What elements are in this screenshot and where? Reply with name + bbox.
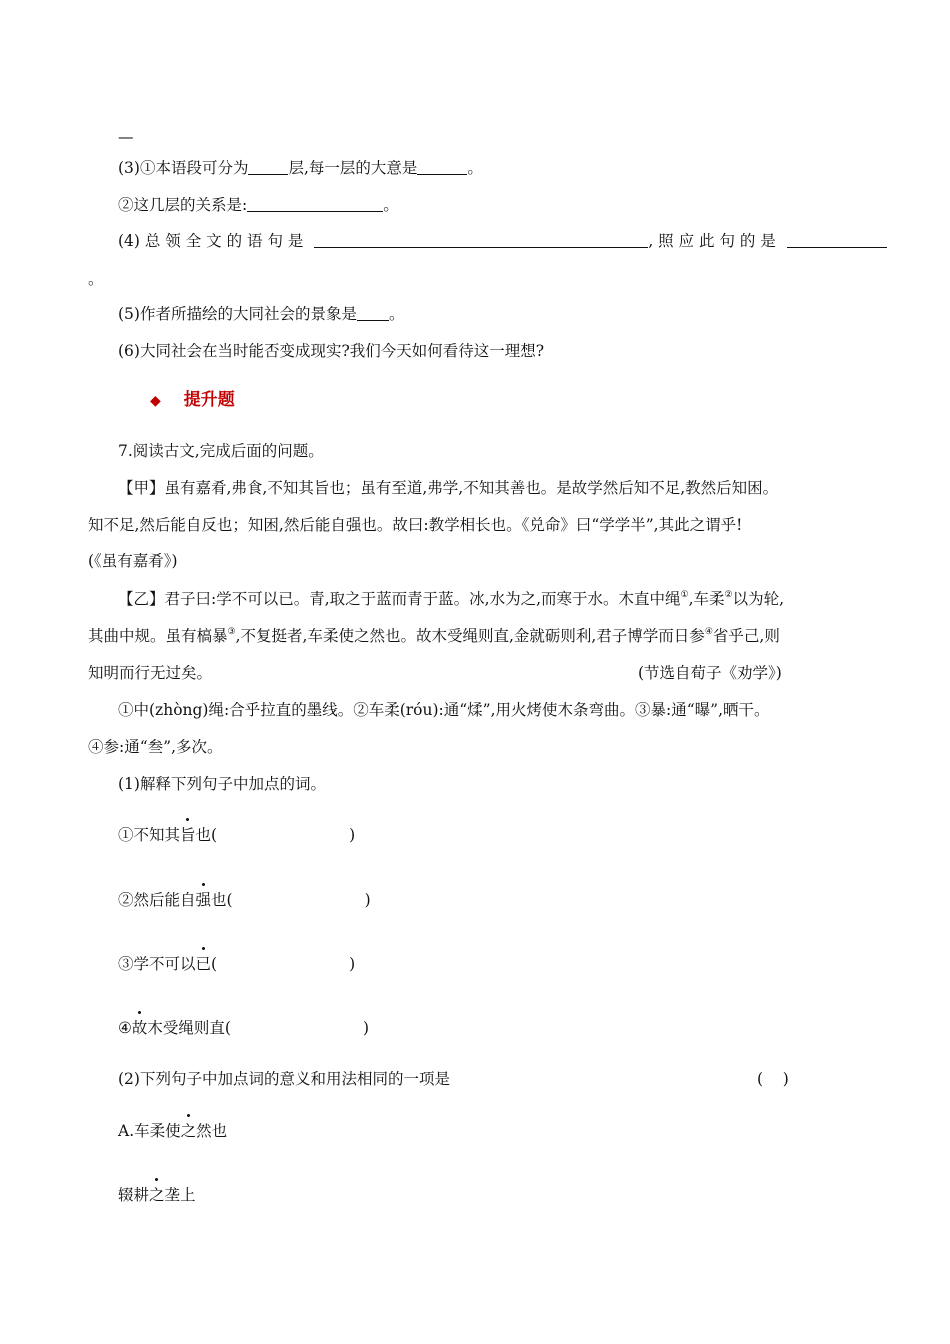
question-text: (5)作者所描绘的大同社会的景象是 (118, 305, 357, 323)
passage-text: ,不复挺者,车柔使之然也。故木受绳则直,金就砺则利,君子博学而日参 (235, 627, 705, 645)
sub-question-1-item-4 (118, 1017, 369, 1039)
footnote-marker: ② (724, 590, 733, 600)
item-text: 木受绳则直( (147, 1019, 231, 1037)
passage-yi-line-1 (118, 588, 784, 610)
question-text: (3)①本语段可分为 (118, 159, 249, 177)
option-text: 然也 (196, 1122, 228, 1140)
question-3-part-2 (118, 194, 399, 216)
notes-line-1: ①中(zhòng)绳:合乎拉直的墨线。②车柔(róu):通“煣”,用火烤使木条弯曲。③暴:通“曝”,晒干。 (118, 701, 770, 719)
item-text: ) (362, 1019, 370, 1037)
sub-question-1-item-2 (118, 889, 371, 911)
dotted-word: 故 (131, 1019, 148, 1037)
answer-bracket[interactable]: ( ) (757, 1070, 789, 1088)
option-text: 垄上 (164, 1186, 196, 1204)
answer-blank[interactable] (787, 231, 887, 248)
option-a-second-line (118, 1184, 196, 1206)
passage-text: ,车柔 (688, 590, 725, 608)
passage-yi-line-2 (88, 625, 780, 647)
top-dash: — (118, 128, 134, 146)
question-5 (118, 303, 404, 325)
footnote-marker: ① (680, 590, 689, 600)
answer-blank[interactable] (417, 158, 467, 175)
item-text: ) (349, 955, 356, 973)
option-text: 辍耕 (118, 1186, 150, 1204)
answer-blank[interactable] (247, 195, 383, 212)
passage-jia-line-1: 【甲】虽有嘉肴,弗食,不知其旨也；虽有至道,弗学,不知其善也。是故学然后知不足,教然后知困。 (118, 479, 779, 497)
dotted-word: 之 (149, 1186, 165, 1204)
section-heading (150, 389, 235, 412)
passage-jia-line-2: 知不足,然后能自反也；知困,然后能自强也。故曰:教学相长也。《兑命》曰“学学半”,其此之谓乎! (88, 516, 743, 534)
dotted-word: 旨 (180, 826, 196, 844)
passage-text: 其曲中规。虽有槁暴 (88, 627, 228, 645)
item-text: ) (349, 826, 356, 844)
passage-yi-source: (节选自荀子《劝学》) (638, 664, 782, 682)
question-text: 层,每一层的大意是 (288, 159, 418, 177)
footnote-marker: ④ (704, 627, 713, 637)
option-text: A.车柔使 (118, 1122, 181, 1140)
dotted-word: 强 (195, 891, 212, 909)
passage-text: 省乎己,则 (712, 627, 780, 645)
item-text: ) (364, 891, 371, 909)
question-text: 。 (388, 305, 405, 323)
question-text: 。 (467, 159, 483, 177)
question-6: (6)大同社会在当时能否变成现实?我们今天如何看待这一理想? (118, 342, 545, 360)
section-title: 提升题 (183, 390, 235, 410)
sub-question-1-item-1 (118, 824, 355, 846)
sub-question-1-item-3 (118, 953, 355, 975)
question-text: ②这几层的关系是: (118, 196, 248, 214)
dotted-word: 之 (180, 1122, 197, 1140)
answer-blank[interactable] (248, 158, 288, 175)
sub-question-2-prompt: (2)下列句子中加点词的意义和用法相同的一项是 (118, 1070, 450, 1088)
passage-text: 【乙】君子曰:学不可以已。青,取之于蓝而青于蓝。冰,水为之,而寒于水。木直中绳 (118, 590, 681, 608)
item-text: 也( (211, 891, 233, 909)
answer-blank[interactable] (314, 231, 648, 248)
diamond-icon: ◆ (150, 393, 161, 409)
footnote-marker: ③ (227, 627, 236, 637)
passage-yi-line-3: 知明而行无过矣。 (88, 664, 213, 682)
item-text: ③学不可以 (118, 955, 196, 973)
dotted-word: 已 (195, 955, 212, 973)
sub-question-1-prompt: (1)解释下列句子中加点的词。 (118, 775, 326, 793)
item-text: 也( (195, 826, 218, 844)
item-text: ①不知其 (118, 826, 181, 844)
question-text: 。 (383, 196, 399, 214)
item-text: ②然后能自 (118, 891, 196, 909)
question-4 (118, 230, 887, 252)
question-4-tail: 。 (88, 270, 104, 288)
answer-blank[interactable] (357, 304, 389, 321)
notes-line-2: ④参:通“叁”,多次。 (88, 738, 223, 756)
option-a[interactable] (118, 1120, 227, 1142)
passage-text: 以为轮, (732, 590, 785, 608)
question-text: , 照 应 此 句 的 是 (648, 232, 776, 250)
question-3-part-1 (118, 157, 483, 179)
question-7-intro: 7.阅读古文,完成后面的问题。 (118, 442, 324, 460)
item-text: ④ (118, 1019, 132, 1037)
item-text: ( (211, 955, 218, 973)
passage-jia-source: (《虽有嘉肴》) (88, 552, 178, 570)
question-text: (4) 总 领 全 文 的 语 句 是 (118, 232, 304, 250)
